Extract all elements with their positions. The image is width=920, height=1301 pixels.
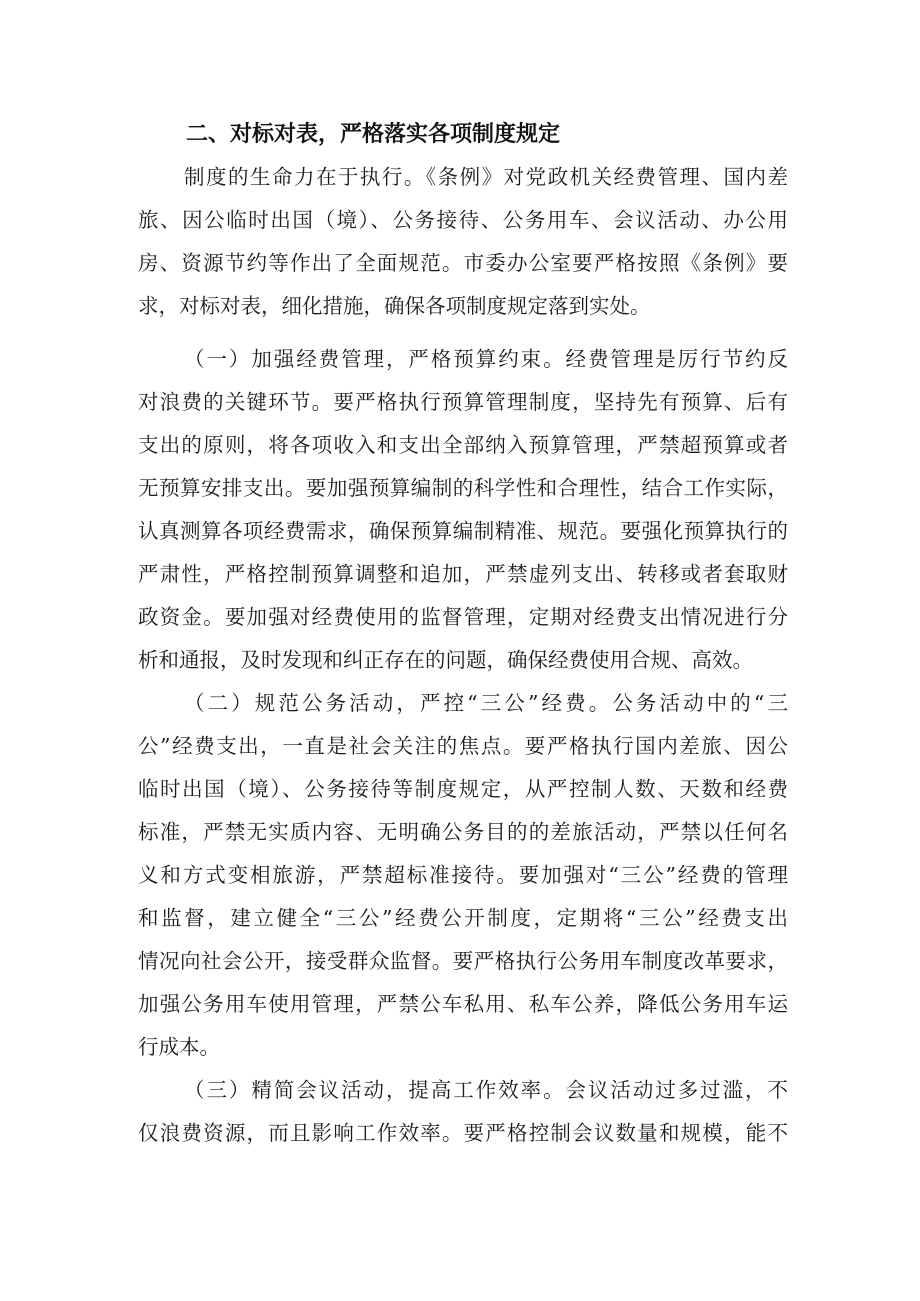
paragraph-line: 制度的生命力在于执行。《条例》对党政机关经费管理、国内差: [184, 165, 788, 189]
paragraph-line: 政资金。要加强对经费使用的监督管理，定期对经费支出情况进行分: [138, 605, 788, 629]
paragraph-line: 旅、因公临时出国（境）、公务接待、公务用车、会议活动、办公用: [138, 208, 788, 232]
paragraph-line: 公”经费支出，一直是社会关注的焦点。要严格执行国内差旅、因公: [138, 734, 788, 758]
paragraph-line: 临时出国（境）、公务接待等制度规定，从严控制人数、天数和经费: [138, 777, 788, 801]
paragraph-line: 认真测算各项经费需求，确保预算编制精准、规范。要强化预算执行的: [138, 519, 788, 543]
paragraph-line: 义和方式变相旅游，严禁超标准接待。要加强对“三公”经费的管理: [138, 863, 788, 887]
paragraph-line: 和监督，建立健全“三公”经费公开制度，定期将“三公”经费支出: [138, 906, 788, 930]
paragraph-line: 对浪费的关键环节。要严格执行预算管理制度，坚持先有预算、后有: [138, 390, 788, 414]
paragraph-line: 支出的原则，将各项收入和支出全部纳入预算管理，严禁超预算或者: [138, 433, 788, 457]
paragraph-line: （二）规范公务活动，严控“三公”经费。公务活动中的“三: [184, 691, 788, 715]
paragraph-line: 析和通报，及时发现和纠正存在的问题，确保经费使用合规、高效。: [138, 648, 753, 672]
paragraph-line: 无预算安排支出。要加强预算编制的科学性和合理性，结合工作实际，: [138, 476, 788, 500]
paragraph-line: 严肃性，严格控制预算调整和追加，严禁虚列支出、转移或者套取财: [138, 562, 788, 586]
paragraph-line: 加强公务用车使用管理，严禁公车私用、私车公养，降低公务用车运: [138, 992, 788, 1016]
paragraph-line: 仅浪费资源，而且影响工作效率。要严格控制会议数量和规模，能不: [138, 1121, 788, 1145]
paragraph-line: 求，对标对表，细化措施，确保各项制度规定落到实处。: [138, 294, 651, 318]
paragraph-line: 行成本。: [138, 1035, 220, 1059]
paragraph-line: （一）加强经费管理，严格预算约束。经费管理是厉行节约反: [184, 347, 788, 371]
section-heading: 二、对标对表，严格落实各项制度规定: [186, 122, 561, 147]
paragraph-line: 房、资源节约等作出了全面规范。市委办公室要严格按照《条例》要: [138, 251, 788, 275]
paragraph-line: 情况向社会公开，接受群众监督。要严格执行公务用车制度改革要求，: [138, 949, 788, 973]
paragraph-line: （三）精简会议活动，提高工作效率。会议活动过多过滥，不: [184, 1078, 788, 1102]
paragraph-line: 标准，严禁无实质内容、无明确公务目的的差旅活动，严禁以任何名: [138, 820, 788, 844]
